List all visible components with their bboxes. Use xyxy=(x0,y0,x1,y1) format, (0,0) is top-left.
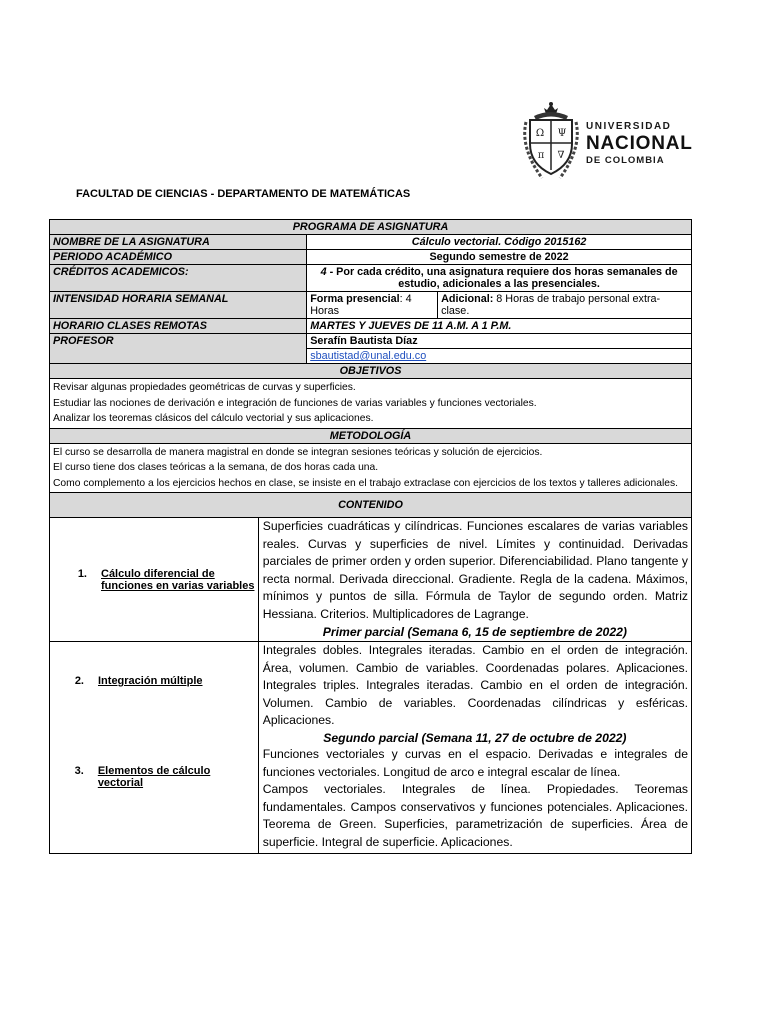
logo-line-2: NACIONAL xyxy=(586,133,693,154)
hours-presencial-value: : 4 Horas xyxy=(310,293,412,317)
svg-text:Ω: Ω xyxy=(535,128,545,139)
hours-row xyxy=(50,292,692,319)
objectives-list xyxy=(50,379,692,429)
methodology-item: El curso tiene dos clases teóricas a la semana, de dos horas cada una. xyxy=(53,462,379,473)
professor-name: Serafín Bautista Díaz xyxy=(307,334,692,349)
svg-text:π: π xyxy=(537,150,545,161)
professor-email-cell xyxy=(307,349,692,364)
logo-line-3: DE COLOMBIA xyxy=(586,155,665,166)
methodology-row xyxy=(50,443,692,493)
schedule-row xyxy=(50,319,692,334)
topic-row xyxy=(50,642,692,854)
topic-description: Funciones vectoriales y curvas en el espacio. Derivadas e integrales de funciones vectoriales. Longitud de arco e integral escalar de línea. xyxy=(262,746,688,779)
period-value: Segundo semestre de 2022 xyxy=(307,250,692,265)
program-header: PROGRAMA DE ASIGNATURA xyxy=(50,220,692,235)
methodology-item: Como complemento a los ejercicios hechos en clase, se insiste en el trabajo extraclase con ejercicios de los textos y talleres adicionales. xyxy=(53,477,678,489)
content-header: CONTENIDO xyxy=(50,493,692,518)
credits-row xyxy=(50,265,692,292)
svg-text:Ψ: Ψ xyxy=(557,128,567,139)
credits-label: CRÉDITOS ACADEMICOS: xyxy=(50,265,307,292)
topic-content-cell xyxy=(258,518,691,642)
professor-label: PROFESOR xyxy=(50,334,307,364)
topic-description: Superficies cuadráticas y cilíndricas. Funciones escalares de varias variables reales. Curvas y superficies de nivel. Límites y continuidad. Derivadas parciales de primer orden y orden superior. Diferenciabilidad. Plano tangente y recta normal. Derivada direccional. Gradiente. Regla de la cadena. Máximos, mínimos y puntos de silla. Fórmula de Taylor de segundo orden. Matriz Hessiana. Criterios. Multiplicadores de Lagrange. xyxy=(262,519,688,621)
hours-adicional xyxy=(438,292,692,319)
period-row xyxy=(50,250,692,265)
schedule-label: HORARIO CLASES REMOTAS xyxy=(50,319,307,334)
objectives-header: OBJETIVOS xyxy=(50,364,692,379)
methodology-item: El curso se desarrolla de manera magistral en donde se integran sesiones teóricas y solución de ejercicios. xyxy=(53,446,543,458)
course-label: NOMBRE DE LA ASIGNATURA xyxy=(50,235,307,250)
exam-note: Segundo parcial (Semana 11, 27 de octubre de 2022) xyxy=(323,730,627,745)
university-logo xyxy=(520,100,700,182)
svg-text:∇: ∇ xyxy=(557,150,565,161)
course-row xyxy=(50,235,692,250)
exam-note: Primer parcial (Semana 6, 15 de septiembre de 2022) xyxy=(322,624,627,639)
content-header-row xyxy=(50,493,692,518)
logo-line-1: UNIVERSIDAD xyxy=(586,121,672,132)
objective-item: Estudiar las nociones de derivación e integración de funciones de varias variables y funciones vectoriales. xyxy=(53,397,537,409)
credits-number: 4 xyxy=(320,266,327,278)
topic-number: 3. xyxy=(74,765,84,777)
credits-value xyxy=(307,265,692,292)
professor-row xyxy=(50,334,692,349)
hours-label: INTENSIDAD HORARIA SEMANAL xyxy=(50,292,307,319)
topic-description: Integrales dobles. Integrales iteradas. Cambio en el orden de integración. Área, volumen. Cambio de variables. Coordenadas polares. Aplicaciones. Integrales triples. Integrales iteradas. Cambio en el orden de integración. Volumen. Cambio de variables. Coordenadas cilíndricas y esféricas. Aplicaciones. xyxy=(262,643,688,728)
hours-adicional-label: Adicional: xyxy=(441,293,494,305)
professor-email-link[interactable]: sbautistad@unal.edu.co xyxy=(310,350,427,362)
topic-description: Campos vectoriales. Integrales de línea. Propiedades. Teoremas fundamentales. Campos conservativos y funciones potenciales. Aplicaciones. Teorema de Green. Superficies, parametrización de superficies. Área de superficie. Integral de superficie. Aplicaciones. xyxy=(262,782,688,849)
course-program-table xyxy=(49,219,692,854)
topic-number: 1. xyxy=(77,567,87,580)
objectives-row xyxy=(50,379,692,429)
objective-item: Revisar algunas propiedades geométricas de curvas y superficies. xyxy=(53,382,356,393)
hours-presencial-label: Forma presencial xyxy=(310,293,400,305)
credits-text: - Por cada crédito, una asignatura requiere dos horas semanales de estudio, adicionales a las presenciales. xyxy=(326,266,678,290)
university-seal-icon xyxy=(520,100,582,182)
objectives-header-row xyxy=(50,364,692,379)
period-label: PERIODO ACADÉMICO xyxy=(50,250,307,265)
methodology-header-row xyxy=(50,428,692,443)
topic-title: Cálculo diferencial de funciones en varias variables xyxy=(101,567,255,592)
topic-number: 2. xyxy=(74,675,84,687)
topic-title: Elementos de cálculo vectorial xyxy=(97,765,211,789)
hours-presencial xyxy=(307,292,438,319)
faculty-title: FACULTAD DE CIENCIAS - DEPARTAMENTO DE MATEMÁTICAS xyxy=(76,188,411,200)
methodology-header: METODOLOGÍA xyxy=(50,428,692,443)
topic-title: Integración múltiple xyxy=(98,675,203,687)
topic-title-cell xyxy=(50,518,259,642)
objective-item: Analizar los teoremas clásicos del cálculo vectorial y sus aplicaciones. xyxy=(53,413,374,424)
methodology-text xyxy=(50,443,692,493)
hours-adicional-value: 8 Horas de trabajo personal extra-clase. xyxy=(441,293,661,317)
topic-row xyxy=(50,518,692,642)
topic-title-cell xyxy=(50,642,259,854)
schedule-value: MARTES Y JUEVES DE 11 A.M. A 1 P.M. xyxy=(307,319,692,334)
topic-content-cell xyxy=(258,642,691,854)
program-header-row xyxy=(50,220,692,235)
course-value: Cálculo vectorial. Código 2015162 xyxy=(307,235,692,250)
